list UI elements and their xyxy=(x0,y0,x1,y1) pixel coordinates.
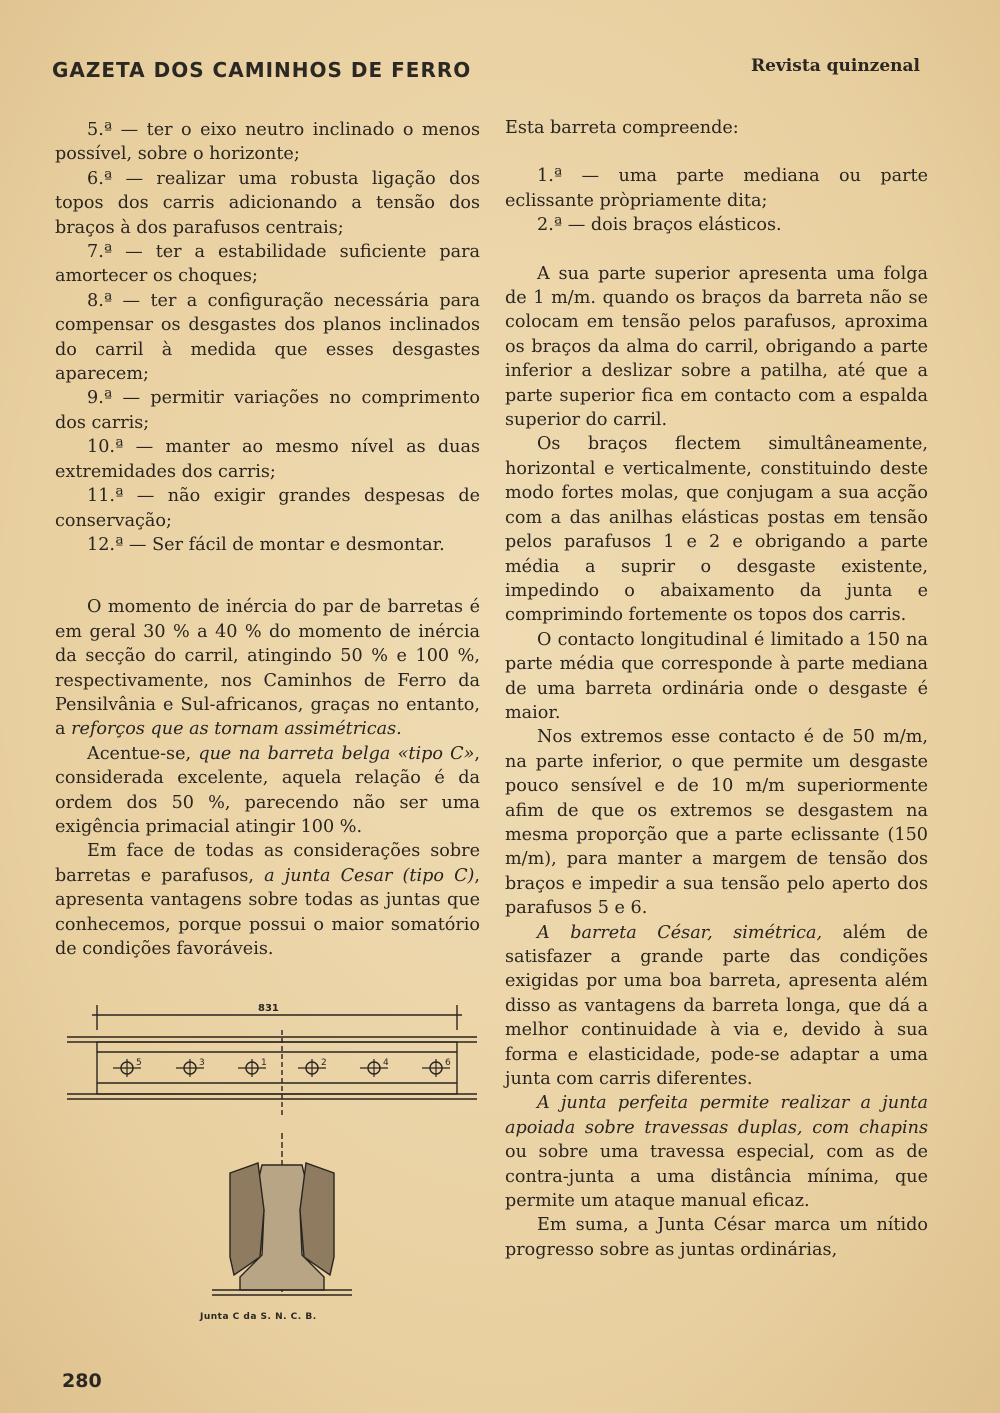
dimension-label: 831 xyxy=(258,1003,279,1014)
paragraph-summary: Em suma, a Junta César marca um nítido progresso sobre as juntas ordinárias, xyxy=(505,1215,928,1260)
bolt-1 xyxy=(238,1058,267,1077)
journal-subtitle: Revista quinzenal xyxy=(750,56,920,76)
list-item: 11.ª — não exigir grandes despesas de conservação; xyxy=(55,486,480,531)
list-item: 12.ª — Ser fácil de montar e desmontar. xyxy=(87,534,445,555)
joint-drawing xyxy=(62,995,482,1335)
right-column xyxy=(505,116,928,1262)
bolt-label: 3 xyxy=(199,1058,205,1068)
paragraph-upper-part: A sua parte superior apresenta uma folga de 1 m/m. quando os braços da barreta não se colocam em tensão pelos parafusos, aproxima os braços da alma do carril, obrigando a parte inferior a deslizar sobre a patilha, até que a parte superior fica em contacto com a espalda superior do carril. xyxy=(505,263,928,431)
list-item: 5.ª — ter o eixo neutro inclinado o menos possível, sobre o horizonte; xyxy=(55,120,480,165)
left-column xyxy=(55,118,480,961)
paragraph-intro: Esta barreta compreende: xyxy=(505,118,739,138)
list-item: 8.ª — ter a configuração necessária para compensar os desgastes dos planos inclinados do carril à medida que esses desgastes aparecem; xyxy=(55,290,480,385)
bolt-2 xyxy=(298,1058,327,1077)
page-number: 280 xyxy=(62,1370,102,1392)
bolt-6 xyxy=(422,1058,451,1077)
list-item: 2.ª — dois braços elásticos. xyxy=(537,215,782,236)
paragraph-contact: O contacto longitudinal é limitado a 150 na parte média que corresponde à parte mediana de uma barreta ordinária onde o desgaste é maior. xyxy=(505,629,928,723)
bolt-label: 4 xyxy=(383,1058,389,1068)
bolt-label: 1 xyxy=(261,1058,267,1068)
bolt-label: 5 xyxy=(136,1058,142,1068)
figure-caption: Junta C da S. N. C. B. xyxy=(200,1312,317,1322)
paragraph-extremes: Nos extremos esse contacto é de 50 m/m, na parte inferior, o que permite um desgaste pouco sensível e de 10 m/m superiormente afim de que os extremos se desgastem na mesma proporção que a parte eclissante (150 m/m), para manter a margem de tensão dos braços e impedir a sua tensão pelo aperto dos parafusos 5 e 6. xyxy=(505,727,928,919)
paragraph-symmetric: A barreta César, simétrica, além de satisfazer a grande parte das condições exigidas por uma boa barreta, apresenta além disso as vantagens da barreta longa, que dá a melhor continuidade à via e, devido à sua forma e elasticidade, pode-se adaptar a uma junta com carris diferentes. xyxy=(505,922,929,1090)
rail-joint-figure xyxy=(62,995,482,1335)
list-item: 9.ª — permitir variações no comprimento dos carris; xyxy=(55,388,480,433)
paragraph-belgian: Acentue-se, que na barreta belga «tipo C», considerada excelente, aquela relação é da ordem dos 50 %, parecendo não ser uma exigência primacial atingir 100 %. xyxy=(55,743,480,837)
journal-title: GAZETA DOS CAMINHOS DE FERRO xyxy=(52,58,472,82)
bolt-label: 2 xyxy=(321,1058,327,1068)
list-item: 1.ª — uma parte mediana ou parte eclissante pròpriamente dita; xyxy=(505,166,928,211)
paragraph-arms: Os braços flectem simultâneamente, horizontal e verticalmente, constituindo deste modo fortes molas, que conjugam a sua acção com a das anilhas elásticas postas em tensão pelos parafusos 1 e 2 e obrigando a parte média a suprir o desgaste existente, impedindo o abaixamento da junta e comprimindo fortemente os topos dos carris. xyxy=(505,434,928,626)
paragraph-perfect-joint: A junta perfeita permite realizar a junta apoiada sobre travessas duplas, com chapins ou sobre uma travessa especial, com as de contra-junta a uma distância mínima, que permite um ataque manual eficaz. xyxy=(505,1093,928,1212)
bolt-3 xyxy=(176,1058,205,1077)
bolt-5 xyxy=(113,1058,142,1077)
list-item: 10.ª — manter ao mesmo nível as duas extremidades dos carris; xyxy=(55,437,480,482)
bolt-label: 6 xyxy=(445,1058,451,1068)
list-item: 7.ª — ter a estabilidade suficiente para amortecer os choques; xyxy=(55,242,480,287)
list-item: 6.ª — realizar uma robusta ligação dos topos dos carris adicionando a tensão dos braços à dos parafusos centrais; xyxy=(55,168,480,238)
bolt-4 xyxy=(360,1058,389,1077)
paragraph-conclusion: Em face de todas as considerações sobre barretas e parafusos, a junta Cesar (tipo C), apresenta vantagens sobre todas as juntas que conhecemos, porque possui o maior somatório de condições favoráveis. xyxy=(55,841,480,959)
paragraph-inertia: O momento de inércia do par de barretas é em geral 30 % a 40 % do momento de inércia da secção do carril, atingindo 50 % e 100 %, respectivamente, nos Caminhos de Ferro da Pensilvânia e Sul-africanos, graças no entanto, a reforços que as tornam assimétricas. xyxy=(55,597,480,740)
